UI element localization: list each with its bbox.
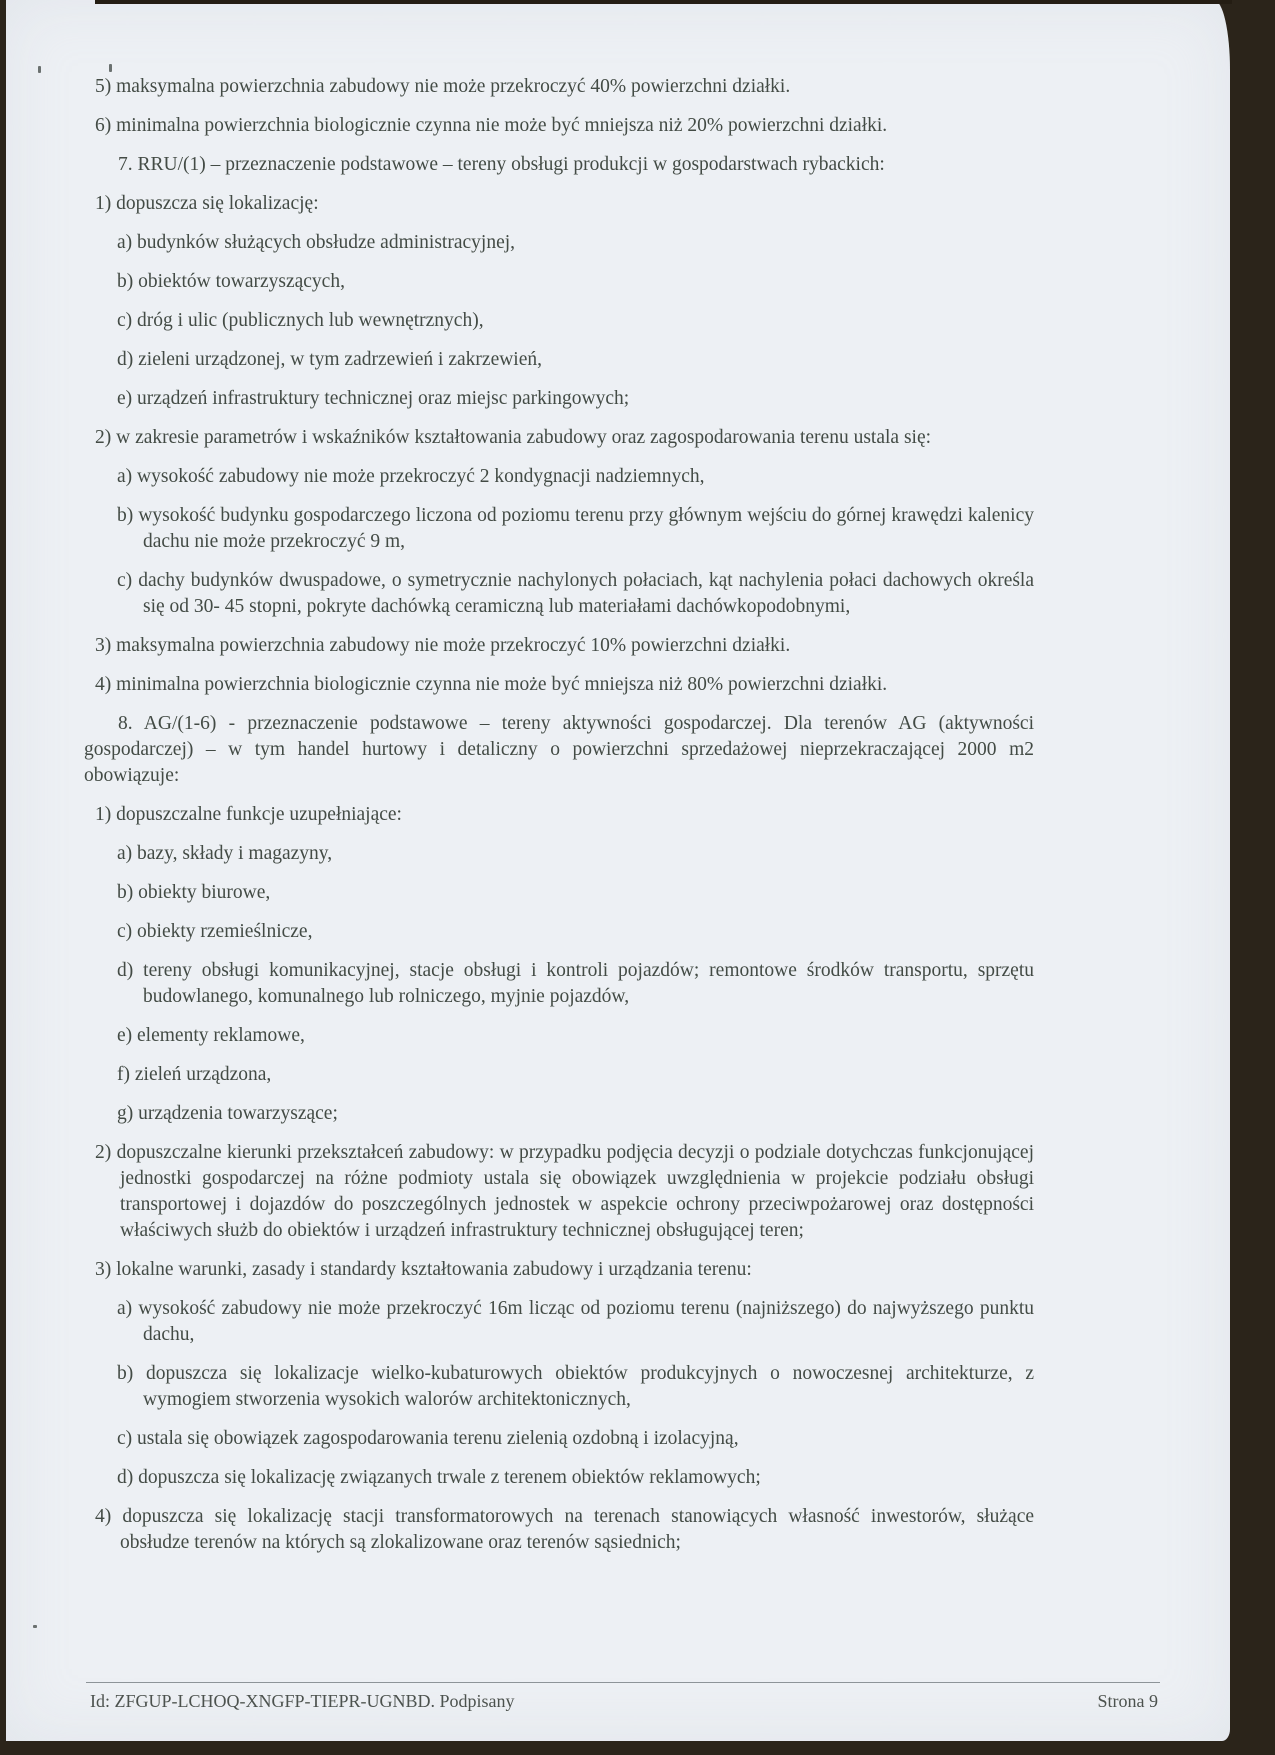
item-text: maksymalna powierzchnia zabudowy nie może przekroczyć 40% powierzchni działki. bbox=[116, 76, 791, 97]
item-text: dopuszcza się lokalizację związanych trwale z terenem obiektów reklamowych; bbox=[138, 1467, 761, 1488]
item-marker: 4) bbox=[95, 1506, 112, 1527]
item-text: dróg i ulic (publicznych lub wewnętrznych), bbox=[137, 310, 484, 331]
item-marker: c) bbox=[117, 921, 133, 942]
list-item bbox=[84, 425, 1034, 451]
item-marker: c) bbox=[117, 310, 133, 331]
item-text: dopuszczalne kierunki przekształceń zabudowy: w przypadku podjęcia decyzji o podziale dotychczas funkcjonującej jednostki gospodarczej na różne podmioty ustala się obowiązek uwzględnienia w projekcie podziału obsługi transportowej i dojazdów do poszczególnych jednostek w aspekcie ochrony przeciwpożarowej oraz dostępności właściwych służb do obiektów i urządzeń infrastruktury technicznej obsługującej teren; bbox=[116, 1142, 1034, 1241]
list-item bbox=[84, 308, 1034, 334]
item-text: elementy reklamowe, bbox=[137, 1025, 305, 1046]
list-item bbox=[84, 386, 1034, 412]
item-text: obiektów towarzyszących, bbox=[138, 271, 345, 292]
list-item bbox=[84, 919, 1034, 945]
list-item bbox=[84, 1062, 1034, 1088]
list-item bbox=[84, 1257, 1034, 1283]
section-paragraph bbox=[84, 711, 1034, 789]
item-text: obiekty biurowe, bbox=[138, 882, 271, 903]
item-marker: e) bbox=[117, 1025, 133, 1046]
list-item bbox=[84, 1296, 1034, 1348]
list-item bbox=[84, 269, 1034, 295]
item-marker: 3) bbox=[95, 635, 112, 656]
item-marker: d) bbox=[117, 1467, 134, 1488]
list-item bbox=[84, 958, 1034, 1010]
item-text: 8. AG/(1-6) - przeznaczenie podstawowe – tereny aktywności gospodarczej. Dla terenów AG (aktywności gospodarczej) – w tym handel hurtowy i detaliczny o powierzchni sprzedażowej nieprzekraczającej 2000 m2 obowiązuje: bbox=[84, 713, 1034, 786]
item-marker: 5) bbox=[95, 76, 112, 97]
section-paragraph bbox=[84, 152, 1034, 178]
item-marker: 2) bbox=[95, 427, 112, 448]
scan-edge-strip bbox=[95, 0, 1232, 4]
item-marker: 1) bbox=[95, 804, 112, 825]
item-marker: a) bbox=[117, 232, 133, 253]
list-item bbox=[84, 503, 1034, 555]
item-text: wysokość budynku gospodarczego liczona od poziomu terenu przy głównym wejściu do górnej krawędzi kalenicy dachu nie może przekroczyć 9 m, bbox=[138, 505, 1035, 552]
item-text: wysokość zabudowy nie może przekroczyć 16m licząc od poziomu terenu (najniższego) do najwyższego punktu dachu, bbox=[138, 1298, 1034, 1345]
item-text: bazy, składy i magazyny, bbox=[137, 843, 333, 864]
item-marker: 4) bbox=[95, 674, 112, 695]
list-item bbox=[84, 672, 1034, 698]
list-item bbox=[84, 113, 1034, 139]
item-marker: a) bbox=[117, 466, 133, 487]
page-footer bbox=[90, 1691, 1158, 1712]
list-item bbox=[84, 74, 1034, 100]
item-marker: b) bbox=[117, 505, 134, 526]
item-marker: d) bbox=[117, 349, 134, 370]
list-item bbox=[84, 1465, 1034, 1491]
list-item bbox=[84, 880, 1034, 906]
item-text: obiekty rzemieślnicze, bbox=[137, 921, 313, 942]
item-text: wysokość zabudowy nie może przekroczyć 2 kondygnacji nadziemnych, bbox=[137, 466, 705, 487]
item-text: dachy budynków dwuspadowe, o symetrycznie nachylonych połaciach, kąt nachylenia połaci dachowych określa się od 30- 45 stopni, pokryte dachówką ceramiczną lub materiałami dachówkopodobnymi, bbox=[138, 570, 1035, 617]
item-text: dopuszcza się lokalizacje wielko-kubaturowych obiektów produkcyjnych o nowoczesnej architekturze, z wymogiem stworzenia wysokich walorów architektonicznych, bbox=[143, 1363, 1034, 1410]
item-text: zieleń urządzona, bbox=[134, 1064, 272, 1085]
list-item bbox=[84, 230, 1034, 256]
item-marker: d) bbox=[117, 960, 134, 981]
item-text: 7. RRU/(1) – przeznaczenie podstawowe – tereny obsługi produkcji w gospodarstwach rybackich: bbox=[118, 154, 885, 175]
item-marker: b) bbox=[117, 882, 134, 903]
list-item bbox=[84, 841, 1034, 867]
item-marker: c) bbox=[117, 570, 133, 591]
list-item bbox=[84, 1426, 1034, 1452]
list-item bbox=[84, 633, 1034, 659]
scan-speck bbox=[38, 66, 41, 73]
list-item bbox=[84, 347, 1034, 373]
list-item bbox=[84, 1101, 1034, 1127]
item-marker: 6) bbox=[95, 115, 112, 136]
item-text: dopuszczalne funkcje uzupełniające: bbox=[116, 804, 402, 825]
item-marker: g) bbox=[117, 1103, 134, 1124]
item-marker: 2) bbox=[95, 1142, 112, 1163]
item-marker: e) bbox=[117, 388, 133, 409]
item-text: dopuszcza się lokalizację stacji transformatorowych na terenach stanowiących własność inwestorów, służące obsłudze terenów na których są zlokalizowane oraz terenów sąsiednich; bbox=[120, 1506, 1035, 1553]
list-item bbox=[84, 191, 1034, 217]
item-marker: b) bbox=[117, 271, 134, 292]
footer-page-number: Strona 9 bbox=[1097, 1691, 1158, 1711]
item-text: lokalne warunki, zasady i standardy kształtowania zabudowy i urządzania terenu: bbox=[116, 1259, 752, 1280]
item-text: zieleni urządzonej, w tym zadrzewień i zakrzewień, bbox=[138, 349, 542, 370]
footer-document-id: Id: ZFGUP-LCHOQ-XNGFP-TIEPR-UGNBD. Podpisany bbox=[90, 1691, 515, 1711]
list-item bbox=[84, 568, 1034, 620]
list-item bbox=[84, 1361, 1034, 1413]
item-marker: 1) bbox=[95, 193, 112, 214]
item-text: maksymalna powierzchnia zabudowy nie może przekroczyć 10% powierzchni działki. bbox=[116, 635, 791, 656]
scan-speck bbox=[33, 1625, 37, 1628]
item-marker: 3) bbox=[95, 1259, 112, 1280]
list-item bbox=[84, 1140, 1034, 1244]
document-body bbox=[84, 74, 1034, 1569]
list-item bbox=[84, 802, 1034, 828]
item-marker: a) bbox=[117, 843, 133, 864]
item-text: dopuszcza się lokalizację: bbox=[116, 193, 319, 214]
item-marker: f) bbox=[117, 1064, 130, 1085]
item-text: budynków służących obsłudze administracyjnej, bbox=[137, 232, 516, 253]
list-item bbox=[84, 1023, 1034, 1049]
list-item bbox=[84, 1504, 1034, 1556]
item-text: w zakresie parametrów i wskaźników kształtowania zabudowy oraz zagospodarowania terenu ustala się: bbox=[116, 427, 932, 448]
item-marker: c) bbox=[117, 1428, 133, 1449]
item-marker: a) bbox=[117, 1298, 133, 1319]
footer-divider bbox=[86, 1682, 1160, 1683]
item-text: tereny obsługi komunikacyjnej, stacje obsługi i kontroli pojazdów; remontowe środków transportu, sprzętu budowlanego, komunalnego lub rolniczego, myjnie pojazdów, bbox=[143, 960, 1035, 1007]
scan-speck bbox=[109, 64, 112, 72]
item-marker: b) bbox=[117, 1363, 134, 1384]
list-item bbox=[84, 464, 1034, 490]
item-text: minimalna powierzchnia biologicznie czynna nie może być mniejsza niż 20% powierzchni działki. bbox=[116, 115, 888, 136]
item-text: ustala się obowiązek zagospodarowania terenu zielenią ozdobną i izolacyjną, bbox=[137, 1428, 739, 1449]
item-text: urządzeń infrastruktury technicznej oraz miejsc parkingowych; bbox=[137, 388, 630, 409]
item-text: urządzenia towarzyszące; bbox=[138, 1103, 338, 1124]
item-text: minimalna powierzchnia biologicznie czynna nie może być mniejsza niż 80% powierzchni działki. bbox=[116, 674, 888, 695]
